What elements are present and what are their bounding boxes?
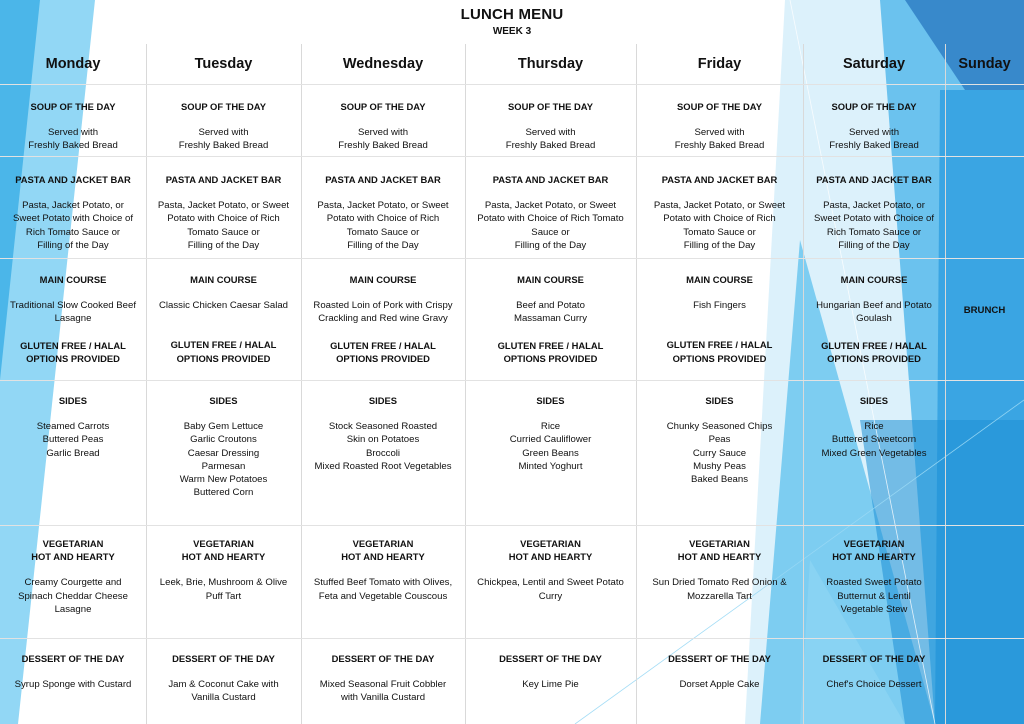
main-cell-2: [301, 273, 465, 365]
gluten-free-label: GLUTEN FREE / HALAL: [666, 339, 773, 351]
veg-text: Leek, Brie, Mushroom & Olive: [159, 577, 288, 589]
pasta-heading: PASTA AND JACKET BAR: [492, 174, 609, 185]
main-text: Beef and Potato: [516, 300, 585, 312]
gluten-free-label: GLUTEN FREE / HALAL: [330, 339, 436, 351]
veg-heading: VEGETARIAN: [193, 538, 254, 549]
sides-heading: SIDES: [58, 395, 88, 406]
sides-text: Parmesan: [201, 460, 246, 472]
pasta-text: Pasta, Jacket Potato, or Sweet: [653, 200, 786, 212]
veg-cell-4: [636, 537, 803, 603]
sides-text: Mushy Peas: [693, 460, 746, 472]
sides-text: Caesar Dressing: [187, 447, 260, 459]
day-header-6: Sunday: [958, 56, 1011, 72]
day-header-1: Tuesday: [194, 56, 253, 72]
pasta-text: Potato with Choice of Rich: [663, 213, 776, 225]
main-heading: MAIN COURSE: [686, 274, 753, 285]
sides-text: Garlic Bread: [46, 447, 100, 459]
soup-cell-5: [803, 100, 945, 153]
sides-text: Curried Cauliflower: [509, 434, 592, 446]
pasta-heading: PASTA AND JACKET BAR: [661, 174, 778, 185]
soup-text: Freshly Baked Bread: [505, 140, 596, 152]
sides-cell-5: [803, 394, 945, 460]
pasta-text: Filling of the Day: [838, 239, 910, 251]
veg-heading: VEGETARIAN: [843, 538, 905, 549]
day-header-5: Saturday: [842, 56, 906, 72]
main-text: Roasted Loin of Pork with Crispy: [313, 300, 453, 312]
pasta-text: Rich Tomato Sauce or: [25, 226, 121, 238]
dessert-text: Chef's Choice Dessert: [826, 679, 922, 691]
soup-cell-4: [636, 100, 803, 153]
pasta-text: Tomato Sauce or: [187, 226, 260, 238]
pasta-text: Filling of the Day: [683, 239, 756, 251]
main-cell-0: [0, 273, 146, 365]
veg-heading: HOT AND HEARTY: [181, 551, 266, 563]
soup-text: Freshly Baked Bread: [28, 140, 118, 152]
veg-text: Chickpea, Lentil and Sweet Potato: [477, 577, 624, 589]
page-title: LUNCH MENU: [460, 6, 564, 23]
veg-text: Puff Tart: [205, 590, 242, 602]
main-text: Traditional Slow Cooked Beef: [9, 300, 137, 312]
veg-heading: HOT AND HEARTY: [341, 551, 425, 563]
sides-text: Baked Beans: [690, 474, 749, 486]
main-text: Hungarian Beef and Potato: [816, 300, 932, 312]
sides-text: Rice: [540, 421, 561, 433]
pasta-text: Filling of the Day: [514, 239, 587, 251]
pasta-heading: PASTA AND JACKET BAR: [15, 174, 131, 185]
main-heading: MAIN COURSE: [349, 274, 417, 285]
soup-text: Served with: [198, 127, 249, 139]
dessert-text: with Vanilla Custard: [340, 692, 426, 704]
main-text: Crackling and Red wine Gravy: [318, 313, 448, 325]
sides-text: Broccoli: [365, 447, 401, 459]
pasta-text: Tomato Sauce or: [683, 226, 756, 238]
gluten-free-label: OPTIONS PROVIDED: [26, 352, 120, 364]
pasta-text: Filling of the Day: [187, 239, 260, 251]
sides-heading: SIDES: [859, 395, 889, 406]
sides-text: Peas: [708, 434, 731, 446]
day-header-0: Monday: [45, 56, 101, 72]
dessert-heading: DESSERT OF THE DAY: [21, 653, 125, 664]
sides-text: Rice: [864, 421, 884, 433]
pasta-cell-4: [636, 173, 803, 252]
sides-text: Steamed Carrots: [36, 421, 110, 433]
soup-text: Freshly Baked Bread: [829, 140, 919, 152]
soup-text: Served with: [525, 127, 576, 139]
sides-text: Stock Seasoned Roasted: [328, 421, 438, 433]
pasta-text: Potato with Choice of Rich: [167, 213, 280, 225]
soup-text: Served with: [694, 127, 745, 139]
pasta-heading: PASTA AND JACKET BAR: [325, 174, 441, 185]
soup-cell-0: [0, 100, 146, 153]
dessert-cell-1: [146, 652, 301, 705]
main-text: Goulash: [856, 313, 892, 325]
day-header-3: Thursday: [517, 56, 584, 72]
veg-text: Curry: [538, 590, 563, 602]
gluten-free-label: OPTIONS PROVIDED: [176, 352, 271, 364]
sides-cell-3: [465, 394, 636, 473]
main-text: Classic Chicken Caesar Salad: [158, 300, 289, 312]
gluten-free-label: OPTIONS PROVIDED: [503, 352, 598, 364]
soup-text: Freshly Baked Bread: [338, 140, 428, 152]
soup-heading: SOUP OF THE DAY: [30, 101, 116, 112]
veg-text: Feta and Vegetable Couscous: [318, 590, 448, 602]
gluten-free-label: OPTIONS PROVIDED: [336, 352, 430, 364]
soup-heading: SOUP OF THE DAY: [831, 101, 917, 112]
veg-cell-5: [803, 537, 945, 616]
sides-text: Mixed Green Vegetables: [821, 447, 927, 459]
veg-text: Butternut & Lentil: [837, 590, 911, 602]
veg-text: Vegetable Stew: [840, 603, 908, 615]
sides-cell-4: [636, 394, 803, 486]
veg-heading: HOT AND HEARTY: [677, 551, 762, 563]
veg-cell-2: [301, 537, 465, 603]
soup-cell-3: [465, 100, 636, 153]
soup-text: Freshly Baked Bread: [674, 140, 765, 152]
pasta-text: Pasta, Jacket Potato, or Sweet: [317, 200, 449, 212]
veg-cell-0: [0, 537, 146, 616]
main-heading: MAIN COURSE: [517, 274, 584, 285]
sides-text: Baby Gem Lettuce: [183, 421, 264, 433]
pasta-cell-1: [146, 173, 301, 252]
pasta-text: Filling of the Day: [37, 239, 109, 251]
gluten-free-label: GLUTEN FREE / HALAL: [497, 339, 604, 351]
soup-text: Served with: [848, 127, 900, 139]
pasta-text: Tomato Sauce or: [346, 226, 420, 238]
main-text: Massaman Curry: [513, 313, 588, 325]
pasta-text: Potato with Choice of Rich Tomato: [477, 213, 624, 225]
pasta-text: Filling of the Day: [347, 239, 419, 251]
soup-text: Served with: [357, 127, 409, 139]
gluten-free-label: OPTIONS PROVIDED: [672, 352, 767, 364]
veg-text: Spinach Cheddar Cheese: [18, 590, 128, 602]
pasta-text: Sweet Potato with Choice of: [814, 213, 934, 225]
veg-text: Sun Dried Tomato Red Onion &: [652, 577, 787, 589]
dessert-text: Dorset Apple Cake: [679, 679, 760, 691]
sides-text: Curry Sauce: [692, 447, 747, 459]
sides-text: Skin on Potatoes: [346, 434, 420, 446]
veg-heading: VEGETARIAN: [689, 538, 750, 549]
dessert-cell-3: [465, 652, 636, 691]
dessert-heading: DESSERT OF THE DAY: [499, 653, 602, 664]
veg-heading: HOT AND HEARTY: [832, 551, 916, 563]
soup-cell-2: [301, 100, 465, 153]
veg-heading: VEGETARIAN: [352, 538, 414, 549]
dessert-heading: DESSERT OF THE DAY: [172, 653, 275, 664]
sides-text: Green Beans: [522, 447, 579, 459]
pasta-cell-2: [301, 173, 465, 252]
sides-cell-0: [0, 394, 146, 460]
veg-text: Creamy Courgette and: [24, 577, 122, 589]
pasta-text: Sweet Potato with Choice of: [13, 213, 133, 225]
dessert-cell-0: [0, 652, 146, 691]
veg-heading: VEGETARIAN: [520, 538, 581, 549]
veg-text: Mozzarella Tart: [687, 590, 752, 602]
dessert-heading: DESSERT OF THE DAY: [822, 653, 926, 664]
gluten-free-label: GLUTEN FREE / HALAL: [20, 339, 126, 351]
main-heading: MAIN COURSE: [39, 274, 107, 285]
dessert-heading: DESSERT OF THE DAY: [331, 653, 435, 664]
soup-text: Served with: [47, 127, 99, 139]
main-heading: MAIN COURSE: [840, 274, 908, 285]
pasta-heading: PASTA AND JACKET BAR: [816, 174, 932, 185]
sides-text: Chunky Seasoned Chips: [666, 421, 773, 433]
page-subtitle: WEEK 3: [492, 26, 532, 37]
veg-text: Lasagne: [54, 603, 92, 615]
main-heading: MAIN COURSE: [190, 274, 257, 285]
veg-cell-3: [465, 537, 636, 603]
veg-heading: HOT AND HEARTY: [508, 551, 593, 563]
sides-text: Buttered Corn: [193, 487, 254, 499]
soup-text: Freshly Baked Bread: [178, 140, 269, 152]
sides-text: Minted Yoghurt: [518, 460, 583, 472]
sides-text: Mixed Roasted Root Vegetables: [314, 460, 452, 472]
main-cell-1: [146, 273, 301, 365]
soup-heading: SOUP OF THE DAY: [181, 101, 266, 112]
gluten-free-label: OPTIONS PROVIDED: [827, 352, 921, 364]
sides-heading: SIDES: [368, 395, 398, 406]
pasta-heading: PASTA AND JACKET BAR: [165, 174, 282, 185]
veg-heading: VEGETARIAN: [42, 538, 104, 549]
sides-text: Warm New Potatoes: [179, 474, 268, 486]
dessert-heading: DESSERT OF THE DAY: [668, 653, 771, 664]
veg-text: Roasted Sweet Potato: [826, 577, 922, 589]
dessert-text: Key Lime Pie: [522, 679, 579, 691]
pasta-text: Potato with Choice of Rich: [326, 213, 440, 225]
sides-text: Garlic Croutons: [190, 434, 257, 446]
dessert-text: Mixed Seasonal Fruit Cobbler: [319, 679, 447, 691]
main-text: Lasagne: [54, 313, 92, 325]
dessert-cell-2: [301, 652, 465, 705]
dessert-text: Jam & Coconut Cake with: [168, 679, 279, 691]
pasta-text: Pasta, Jacket Potato, or Sweet: [157, 200, 290, 212]
main-cell-5: [803, 273, 945, 365]
veg-heading: HOT AND HEARTY: [31, 551, 115, 563]
sides-heading: SIDES: [536, 395, 565, 406]
sides-text: Buttered Peas: [42, 434, 104, 446]
sides-text: Buttered Sweetcorn: [831, 434, 917, 446]
dessert-text: Vanilla Custard: [191, 692, 256, 704]
main-cell-3: [465, 273, 636, 365]
sunday-brunch-label: BRUNCH: [963, 305, 1006, 316]
day-header-4: Friday: [697, 56, 742, 72]
sides-cell-1: [146, 394, 301, 499]
sides-heading: SIDES: [705, 395, 734, 406]
veg-cell-1: [146, 537, 301, 603]
pasta-cell-3: [465, 173, 636, 252]
soup-heading: SOUP OF THE DAY: [340, 101, 426, 112]
gluten-free-label: GLUTEN FREE / HALAL: [170, 339, 277, 351]
soup-heading: SOUP OF THE DAY: [677, 101, 762, 112]
dessert-cell-4: [636, 652, 803, 691]
pasta-text: Pasta, Jacket Potato, or: [823, 200, 925, 212]
gluten-free-label: GLUTEN FREE / HALAL: [821, 339, 927, 351]
pasta-text: Pasta, Jacket Potato, or: [22, 200, 124, 212]
day-header-2: Wednesday: [342, 56, 424, 72]
dessert-cell-5: [803, 652, 945, 691]
sides-heading: SIDES: [209, 395, 238, 406]
pasta-cell-5: [803, 173, 945, 252]
sides-cell-2: [301, 394, 465, 473]
main-text: Fish Fingers: [693, 300, 746, 312]
pasta-text: Rich Tomato Sauce or: [826, 226, 922, 238]
pasta-text: Sauce or: [531, 226, 570, 238]
main-cell-4: [636, 273, 803, 365]
veg-text: Stuffed Beef Tomato with Olives,: [313, 577, 453, 589]
soup-cell-1: [146, 100, 301, 153]
dessert-text: Syrup Sponge with Custard: [14, 679, 132, 691]
soup-heading: SOUP OF THE DAY: [508, 101, 593, 112]
pasta-text: Pasta, Jacket Potato, or Sweet: [484, 200, 617, 212]
pasta-cell-0: [0, 173, 146, 252]
